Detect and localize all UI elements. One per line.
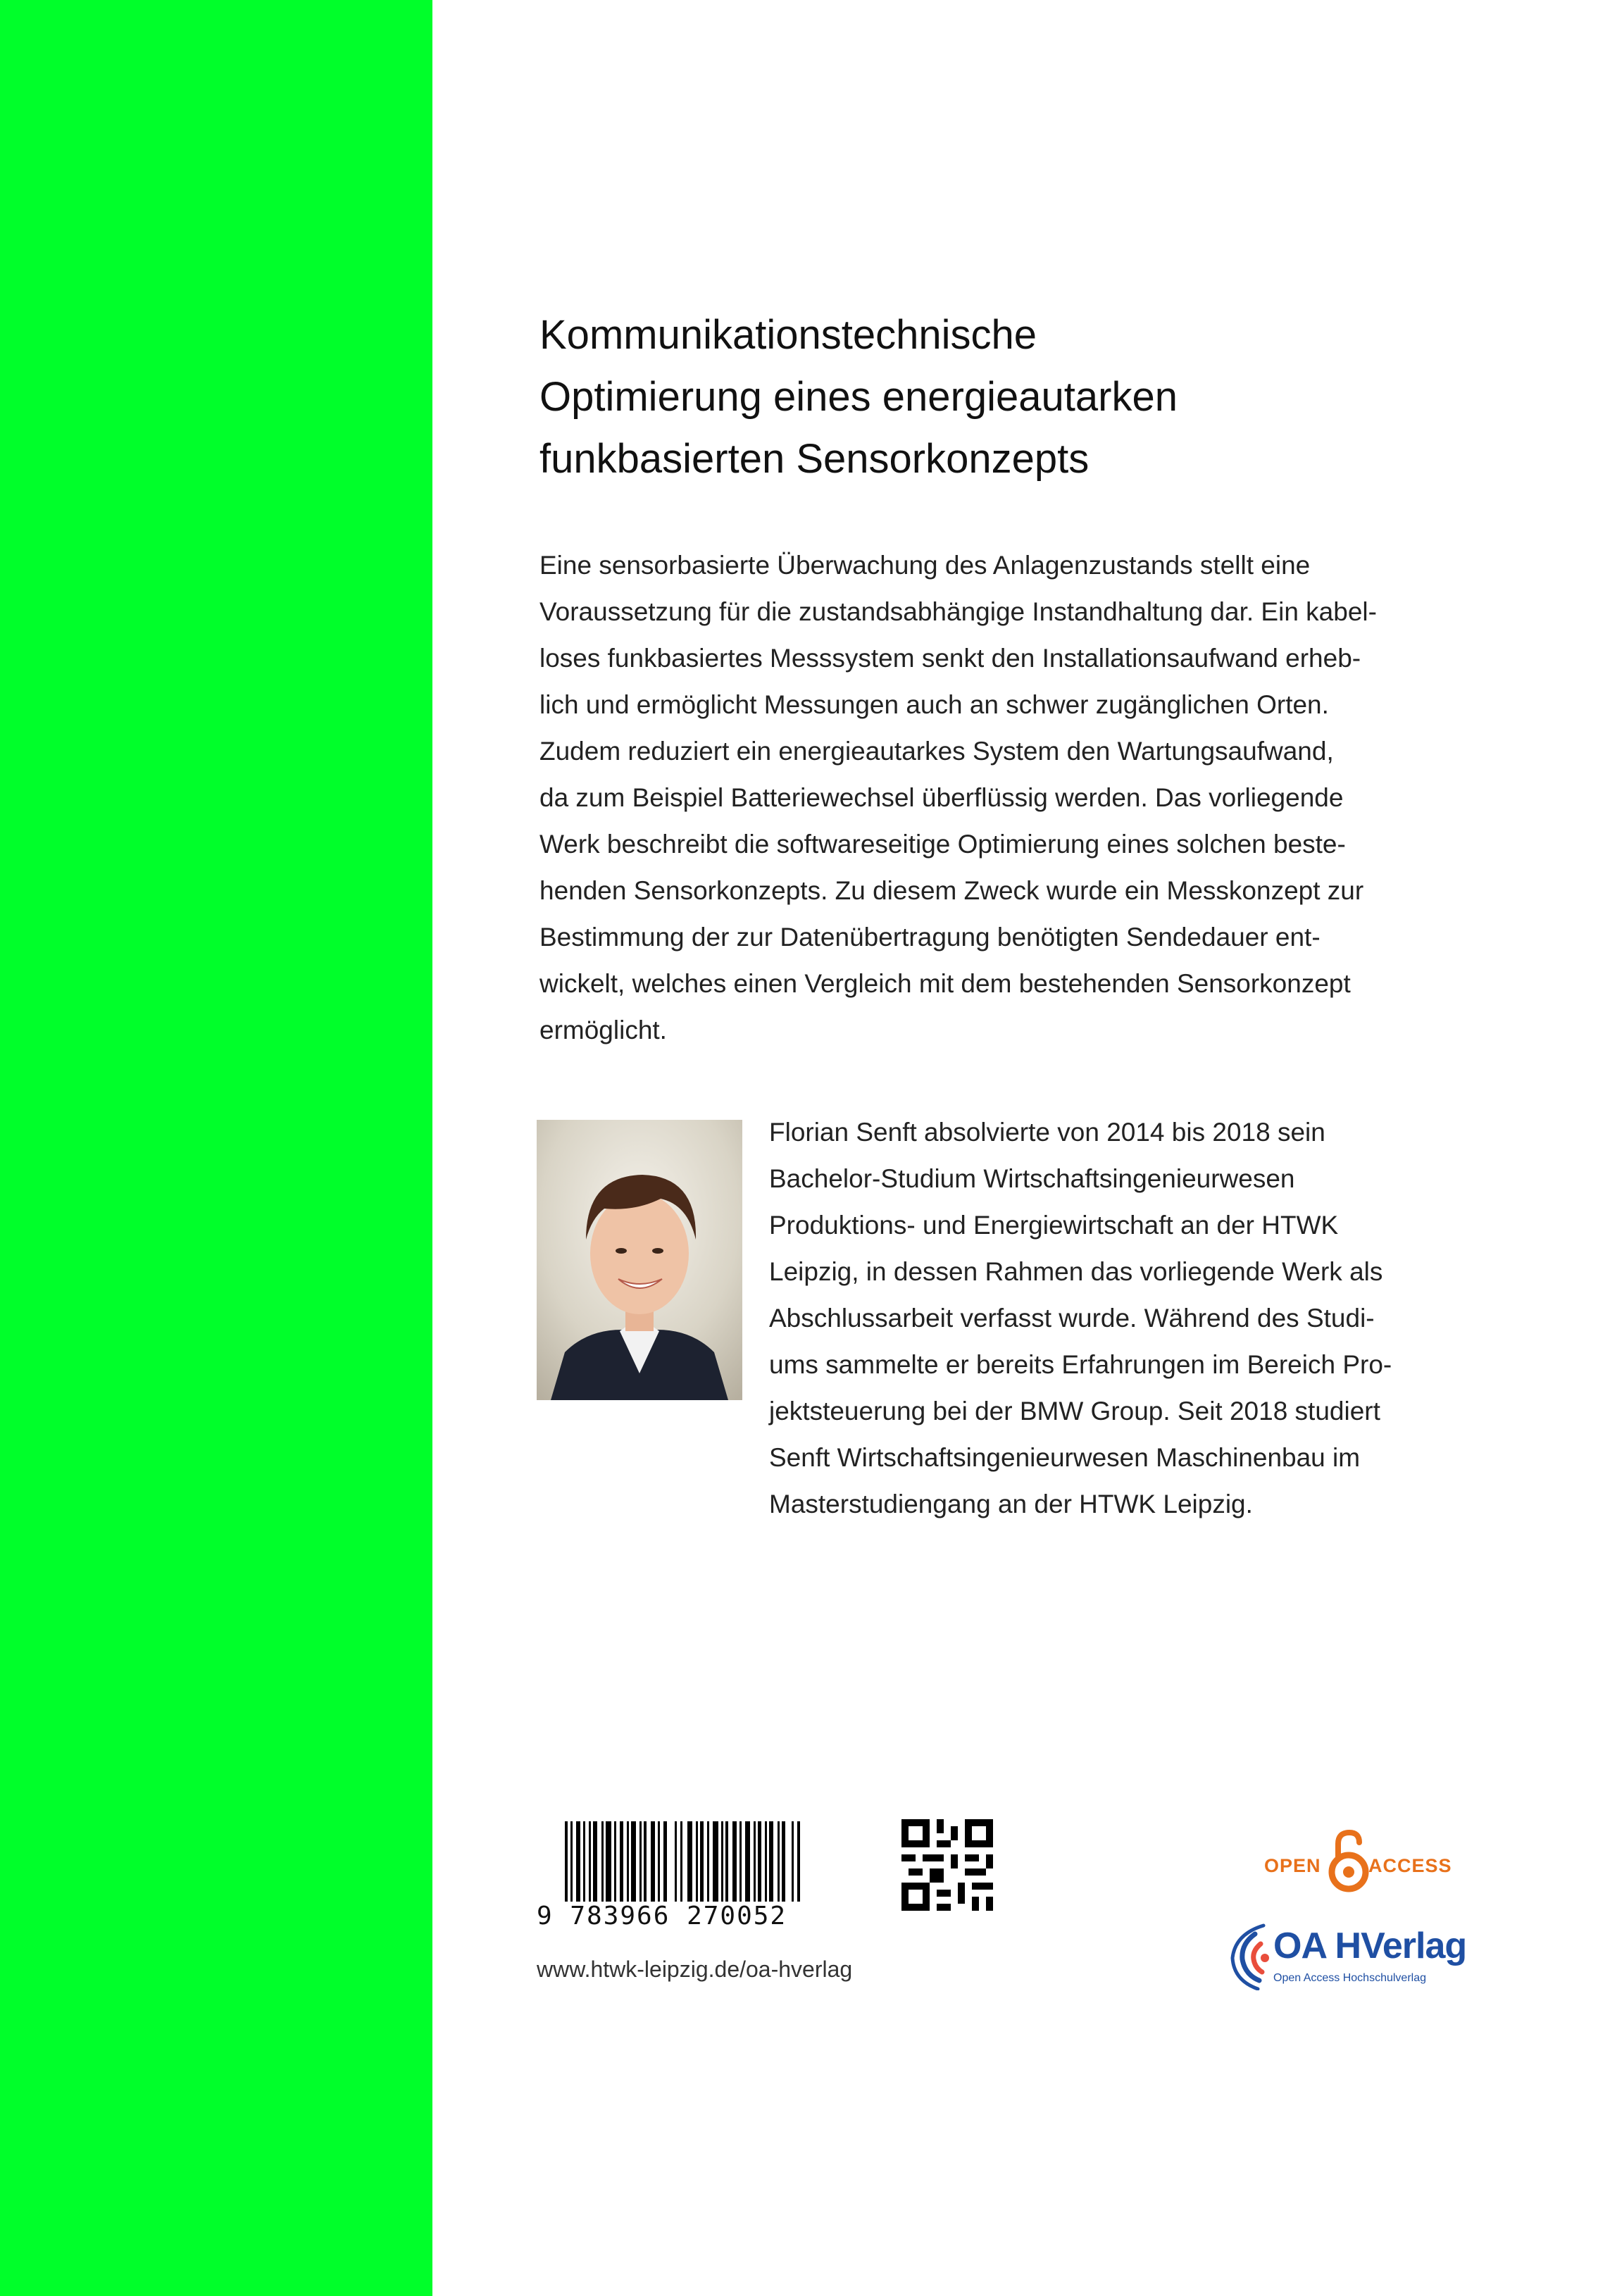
open-access-label-right: ACCESS [1368, 1855, 1452, 1876]
bio-line: Leipzig, in dessen Rahmen das vorliegende Werk als [769, 1257, 1383, 1286]
abstract-line: loses funkbasiertes Messsystem senkt den Installationsaufwand erheb- [539, 644, 1361, 673]
green-side-band [0, 0, 432, 2296]
book-title [539, 304, 1525, 490]
title-line: Kommunikationstechnische [539, 312, 1037, 358]
bio-line: Abschlussarbeit verfasst wurde. Während des Studi- [769, 1304, 1375, 1333]
publisher-subtitle: Open Access Hochschulverlag [1273, 1972, 1426, 1984]
publisher-url: www.htwk-leipzig.de/oa-hverlag [537, 1957, 853, 1982]
qr-code [901, 1819, 993, 1911]
publisher-name: OA HVerlag [1273, 1926, 1467, 1966]
author-photo [537, 1120, 742, 1400]
bio-line: Bachelor-Studium Wirtschaftsingenieurwesen [769, 1164, 1295, 1193]
bio-line: ums sammelte er bereits Erfahrungen im Bereich Pro- [769, 1350, 1392, 1379]
bio-line: jektsteuerung bei der BMW Group. Seit 2018 studiert [769, 1397, 1380, 1425]
abstract-line: Zudem reduziert ein energieautarkes System den Wartungsaufwand, [539, 737, 1334, 766]
author-bio [769, 1109, 1473, 1528]
abstract-line: lich und ermöglicht Messungen auch an schwer zugänglichen Orten. [539, 690, 1329, 719]
abstract-text [539, 542, 1420, 1054]
bio-line: Senft Wirtschaftsingenieurwesen Maschinenbau im [769, 1443, 1361, 1472]
abstract-line: Eine sensorbasierte Überwachung des Anlagenzustands stellt eine [539, 551, 1311, 580]
title-line: funkbasierten Sensorkonzepts [539, 436, 1090, 482]
abstract-line: henden Sensorkonzepts. Zu diesem Zweck wurde ein Messkonzept zur [539, 876, 1364, 905]
bio-line: Masterstudiengang an der HTWK Leipzig. [769, 1490, 1253, 1518]
isbn-digits: 9 783966 270052 [537, 1902, 832, 1930]
abstract-line: Voraussetzung für die zustandsabhängige Instandhaltung dar. Ein kabel- [539, 597, 1377, 626]
open-access-label-left: OPEN [1264, 1855, 1321, 1876]
title-line: Optimierung eines energieautarken [539, 374, 1178, 420]
abstract-line: wickelt, welches einen Vergleich mit dem bestehenden Sensorkonzept [539, 969, 1351, 998]
bio-line: Florian Senft absolvierte von 2014 bis 2018 sein [769, 1118, 1325, 1147]
bio-line: Produktions- und Energiewirtschaft an der HTWK [769, 1211, 1339, 1240]
abstract-line: Werk beschreibt die softwareseitige Optimierung eines solchen beste- [539, 830, 1346, 859]
abstract-line: da zum Beispiel Batteriewechsel überflüssig werden. Das vorliegende [539, 783, 1344, 812]
abstract-line: ermöglicht. [539, 1016, 667, 1044]
abstract-line: Bestimmung der zur Datenübertragung benötigten Sendedauer ent- [539, 923, 1321, 952]
